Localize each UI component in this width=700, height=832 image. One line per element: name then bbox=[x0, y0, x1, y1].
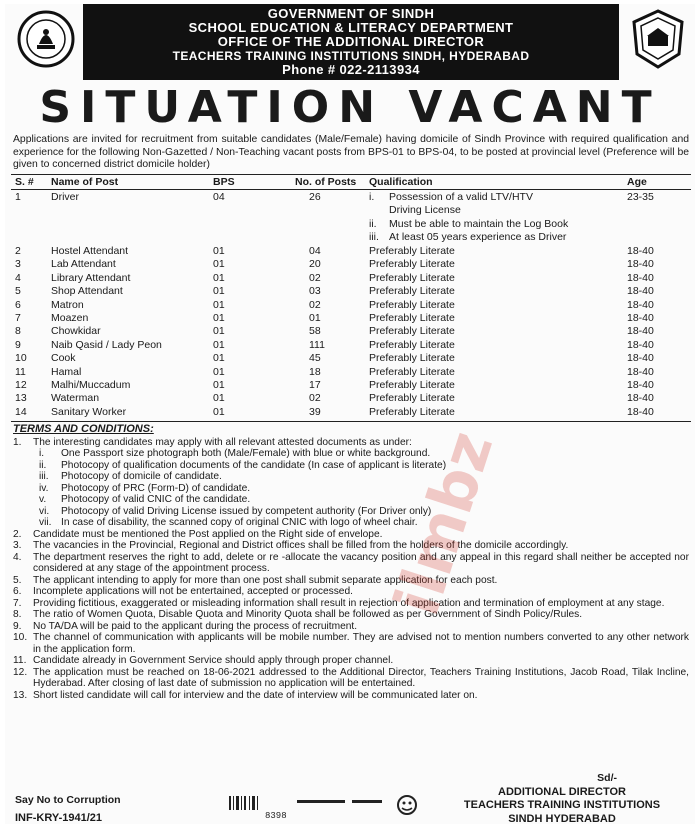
term-text: Candidate must be mentioned the Post applied on the Right side of envelope. bbox=[33, 528, 383, 540]
posts-cell: 02 bbox=[309, 271, 321, 284]
serial-cell: 5 bbox=[15, 285, 21, 298]
signature-sd: Sd/- bbox=[597, 772, 617, 784]
table-row bbox=[11, 351, 691, 364]
serial-cell: 8 bbox=[15, 325, 21, 338]
qualification-cell: Preferably Literate bbox=[369, 271, 455, 284]
signature-block bbox=[437, 772, 687, 826]
column-header-posts: No. of Posts bbox=[295, 176, 357, 188]
term-text: Incomplete applications will not be entertained, accepted or processed. bbox=[33, 586, 353, 597]
signature-title: ADDITIONAL DIRECTOR bbox=[498, 785, 626, 798]
term-number: 5. bbox=[13, 574, 22, 586]
term-subitem-text: In case of disability, the scanned copy of original CNIC with logo of wheel chair. bbox=[61, 517, 418, 528]
header-banner bbox=[83, 4, 619, 80]
term-subitem bbox=[13, 506, 689, 518]
term-text: The applicant intending to apply for more than one post shall submit separate application for each post. bbox=[33, 574, 498, 586]
qualification-cell: Preferably Literate bbox=[369, 378, 455, 391]
term-subitem-number: iii. bbox=[39, 471, 49, 482]
header-line-government: GOVERNMENT OF SINDH bbox=[267, 6, 435, 21]
table-row bbox=[11, 391, 691, 404]
term-item bbox=[13, 690, 689, 702]
term-text: The channel of communication with applicants will be mobile number. They are advised not to mention numbers converted to any other network in the application form. bbox=[33, 632, 689, 655]
serial-cell: 6 bbox=[15, 298, 21, 311]
post-cell: Sanitary Worker bbox=[51, 405, 127, 418]
posts-cell: 58 bbox=[309, 325, 321, 338]
age-cell: 18-40 bbox=[627, 298, 654, 311]
age-cell: 18-40 bbox=[627, 352, 654, 365]
term-text: No TA/DA will be paid to the applicant during the process of recruitment. bbox=[33, 620, 358, 632]
column-header-serial: S. # bbox=[15, 176, 34, 188]
table-row bbox=[11, 405, 691, 418]
serial-cell: 13 bbox=[15, 392, 27, 405]
bps-cell: 01 bbox=[213, 245, 225, 257]
posts-cell: 17 bbox=[309, 378, 321, 391]
posts-cell: 04 bbox=[309, 245, 321, 257]
posts-cell: 111 bbox=[309, 338, 325, 351]
sindh-government-seal-icon bbox=[17, 8, 75, 70]
serial-cell: 12 bbox=[15, 378, 27, 391]
bps-cell: 01 bbox=[213, 352, 225, 365]
term-number: 8. bbox=[13, 609, 22, 620]
post-cell: Library Attendant bbox=[51, 271, 131, 284]
term-item bbox=[13, 632, 689, 655]
driver-posts: 26 bbox=[309, 191, 321, 203]
table-row bbox=[11, 298, 691, 311]
term-subitem-number: i. bbox=[39, 448, 45, 459]
term-item bbox=[13, 540, 689, 552]
term-subitem bbox=[13, 483, 689, 495]
ad-title: SITUATION VACANT bbox=[39, 82, 661, 133]
strip-number: 8398 bbox=[265, 811, 287, 821]
advertisement-page bbox=[5, 4, 695, 824]
term-subitem bbox=[13, 471, 689, 483]
teachers-training-emblem-icon bbox=[629, 8, 687, 70]
table-row bbox=[11, 338, 691, 351]
bps-cell: 01 bbox=[213, 298, 225, 311]
term-text: The ratio of Women Quota, Disable Quota and Minority Quota shall be followed as per Government of Sindh Policy/Rules. bbox=[33, 609, 583, 620]
table-row-driver bbox=[11, 190, 691, 244]
header bbox=[11, 4, 691, 82]
header-line-institution: TEACHERS TRAINING INSTITUTIONS SINDH, HYDERABAD bbox=[172, 49, 530, 63]
bps-cell: 01 bbox=[213, 338, 225, 351]
driver-post: Driver bbox=[51, 191, 79, 203]
term-subitem bbox=[13, 494, 689, 506]
serial-cell: 14 bbox=[15, 405, 27, 418]
qualification-cell: Preferably Literate bbox=[369, 338, 455, 351]
column-header-post: Name of Post bbox=[51, 176, 119, 188]
age-cell: 18-40 bbox=[627, 365, 654, 378]
post-cell: Chowkidar bbox=[51, 325, 101, 338]
watermark-text: ilmbz bbox=[379, 422, 508, 624]
table-row bbox=[11, 378, 691, 391]
qualification-cell: Preferably Literate bbox=[369, 285, 455, 298]
post-cell: Lab Attendant bbox=[51, 258, 116, 271]
term-number: 2. bbox=[13, 528, 22, 540]
term-number: 4. bbox=[13, 551, 22, 563]
serial-cell: 9 bbox=[15, 338, 21, 351]
post-cell: Naib Qasid / Lady Peon bbox=[51, 338, 162, 351]
age-cell: 18-40 bbox=[627, 285, 654, 298]
term-number: 10. bbox=[13, 632, 28, 643]
term-subitem-number: vii. bbox=[39, 517, 52, 528]
anti-corruption-slogan: Say No to Corruption bbox=[15, 794, 121, 806]
term-text: The application must be reached on 18-06-2021 addressed to the Additional Director, Teachers Training Institutions, Jacob Road, Tilak Incline, Hyderabad. After closing of last date of submission no application will be entertained. bbox=[33, 666, 689, 689]
term-number: 12. bbox=[13, 666, 28, 678]
post-cell: Hostel Attendant bbox=[51, 245, 129, 257]
header-line-phone: Phone # 022-2113934 bbox=[282, 62, 420, 77]
post-cell: Malhi/Muccadum bbox=[51, 378, 131, 391]
term-item bbox=[13, 609, 689, 621]
serial-cell: 2 bbox=[15, 245, 21, 257]
term-subitem-number: ii. bbox=[39, 459, 47, 471]
bps-cell: 01 bbox=[213, 311, 225, 324]
driver-serial: 1 bbox=[15, 191, 21, 203]
bps-cell: 01 bbox=[213, 378, 225, 391]
term-subitem-text: Photocopy of valid CNIC of the candidate. bbox=[61, 494, 251, 505]
term-number: 1. bbox=[13, 436, 22, 448]
bps-cell: 01 bbox=[213, 285, 225, 298]
qualification-cell: Preferably Literate bbox=[369, 325, 455, 338]
qualification-cell: Preferably Literate bbox=[369, 245, 455, 257]
qualification-cell: Preferably Literate bbox=[369, 392, 455, 405]
posts-cell: 01 bbox=[309, 311, 321, 324]
term-item bbox=[13, 621, 689, 633]
serial-cell: 3 bbox=[15, 258, 21, 271]
term-subitem-text: One Passport size photograph both (Male/Female) with blue or white background. bbox=[61, 448, 431, 459]
serial-cell: 7 bbox=[15, 311, 21, 324]
term-number: 11. bbox=[13, 655, 27, 666]
table-row bbox=[11, 284, 691, 297]
term-text: Candidate already in Government Service should apply through proper channel. bbox=[33, 655, 394, 666]
header-line-department: SCHOOL EDUCATION & LITERACY DEPARTMENT bbox=[188, 20, 514, 35]
table-header bbox=[11, 174, 691, 190]
post-cell: Waterman bbox=[51, 392, 100, 405]
term-text: Providing fictitious, exaggerated or misleading information shall result in rejection of application and termination of employment at any stage. bbox=[33, 597, 665, 609]
term-item bbox=[13, 667, 689, 690]
table-rows bbox=[11, 244, 691, 418]
term-subitem-text: Photocopy of PRC (Form-D) of candidate. bbox=[61, 482, 251, 494]
term-subitem-number: vi. bbox=[39, 505, 50, 517]
age-cell: 18-40 bbox=[627, 378, 654, 391]
terms-section bbox=[13, 424, 689, 701]
footer bbox=[5, 772, 695, 824]
term-item bbox=[13, 598, 689, 610]
bps-cell: 01 bbox=[213, 258, 225, 271]
qualification-cell: Preferably Literate bbox=[369, 258, 455, 271]
term-item bbox=[13, 552, 689, 575]
table-bottom-rule bbox=[11, 421, 691, 422]
bps-cell: 01 bbox=[213, 325, 225, 338]
serial-cell: 4 bbox=[15, 271, 21, 284]
term-number: 9. bbox=[13, 620, 22, 632]
driver-bps: 04 bbox=[213, 191, 225, 203]
qualification-cell: Preferably Literate bbox=[369, 311, 455, 324]
term-item bbox=[13, 655, 689, 667]
table-row bbox=[11, 244, 691, 257]
age-cell: 18-40 bbox=[627, 392, 654, 405]
qualification-cell: Preferably Literate bbox=[369, 365, 455, 378]
serial-cell: 10 bbox=[15, 352, 27, 365]
signature-institution: TEACHERS TRAINING INSTITUTIONS bbox=[463, 799, 661, 811]
term-text: The interesting candidates may apply with all relevant attested documents as under: bbox=[33, 436, 412, 448]
term-subitem-number: v. bbox=[39, 494, 47, 505]
term-subitem bbox=[13, 448, 689, 460]
bps-cell: 01 bbox=[213, 365, 225, 378]
table-row bbox=[11, 324, 691, 337]
term-subitem bbox=[13, 460, 689, 472]
column-header-qualification: Qualification bbox=[369, 176, 433, 188]
bps-cell: 01 bbox=[213, 392, 225, 405]
driver-qualifications: i. Possession of a valid LTV/HTV Driving License ii. Must be able to maintain the Log Book iii. At least 05 years experience as Driver bbox=[369, 191, 569, 244]
table-row bbox=[11, 257, 691, 270]
column-header-age: Age bbox=[627, 176, 647, 188]
qualification-cell: Preferably Literate bbox=[369, 352, 455, 365]
column-header-bps: BPS bbox=[213, 176, 235, 188]
age-cell: 18-40 bbox=[627, 258, 654, 271]
terms-heading: TERMS AND CONDITIONS: bbox=[13, 423, 154, 435]
term-item bbox=[13, 437, 689, 449]
term-subitem-text: Photocopy of valid Driving License issued by competent authority (For Driver only) bbox=[61, 505, 432, 517]
term-number: 13. bbox=[13, 689, 28, 701]
bps-cell: 01 bbox=[213, 405, 225, 418]
term-subitem-text: Photocopy of qualification documents of the candidate (In case of applicant is literate) bbox=[61, 459, 447, 471]
post-cell: Cook bbox=[51, 352, 76, 365]
term-text: The vacancies in the Provincial, Regional and District offices shall be filled from the holders of the domicile accordingly. bbox=[33, 540, 569, 551]
term-number: 7. bbox=[13, 597, 22, 609]
post-cell: Moazen bbox=[51, 311, 89, 324]
term-subitem bbox=[13, 517, 689, 529]
intro-paragraph: Applications are invited for recruitment from suitable candidates (Male/Female) having domicile of Sindh Province with required qualification and experience for the following Non-Gazetted / Non-Teaching vacant posts from BPS-01 to BPS-04, to be posted at provincial level (Preference will be given to concerned district domicile holder) bbox=[13, 134, 689, 171]
qualification-cell: Preferably Literate bbox=[369, 298, 455, 311]
vacancy-table bbox=[11, 174, 691, 418]
age-cell: 18-40 bbox=[627, 405, 654, 418]
term-item bbox=[13, 586, 689, 598]
qualification-cell: Preferably Literate bbox=[369, 405, 455, 418]
posts-cell: 39 bbox=[309, 405, 321, 418]
post-cell: Hamal bbox=[51, 365, 82, 378]
table-row bbox=[11, 311, 691, 324]
posts-cell: 02 bbox=[309, 392, 321, 405]
term-subitem-text: Photocopy of domicile of candidate. bbox=[61, 471, 222, 482]
posts-cell: 03 bbox=[309, 285, 321, 298]
serial-cell: 11 bbox=[15, 365, 26, 378]
term-item bbox=[13, 529, 689, 541]
post-cell: Matron bbox=[51, 298, 84, 311]
age-cell: 18-40 bbox=[627, 325, 654, 338]
post-cell: Shop Attendant bbox=[51, 285, 123, 298]
age-cell: 18-40 bbox=[627, 271, 654, 284]
term-subitem-number: iv. bbox=[39, 482, 49, 494]
posts-cell: 20 bbox=[309, 258, 321, 271]
term-text: The department reserves the right to add, delete or re -allocate the vacancy position and any appeal in this regard shall neither be accepted nor considered at any stage of the appointment process. bbox=[33, 551, 689, 574]
bps-cell: 01 bbox=[213, 271, 225, 284]
ad-reference-code: INF-KRY-1941/21 bbox=[15, 812, 103, 824]
term-number: 6. bbox=[13, 586, 22, 597]
term-text: Short listed candidate will call for interview and the date of interview will be communicated later on. bbox=[33, 689, 478, 701]
publication-strip bbox=[227, 792, 423, 822]
age-cell: 18-40 bbox=[627, 245, 654, 257]
age-cell: 18-40 bbox=[627, 311, 654, 324]
age-cell: 18-40 bbox=[627, 338, 654, 351]
terms-list bbox=[13, 437, 689, 702]
signature-location: SINDH HYDERABAD bbox=[508, 812, 616, 825]
posts-cell: 18 bbox=[309, 365, 321, 378]
term-number: 3. bbox=[13, 540, 22, 551]
table-row bbox=[11, 271, 691, 284]
driver-age: 23-35 bbox=[627, 191, 654, 203]
table-row bbox=[11, 365, 691, 378]
term-item bbox=[13, 575, 689, 587]
posts-cell: 02 bbox=[309, 298, 321, 311]
posts-cell: 45 bbox=[309, 352, 321, 365]
header-line-office: OFFICE OF THE ADDITIONAL DIRECTOR bbox=[217, 34, 485, 49]
